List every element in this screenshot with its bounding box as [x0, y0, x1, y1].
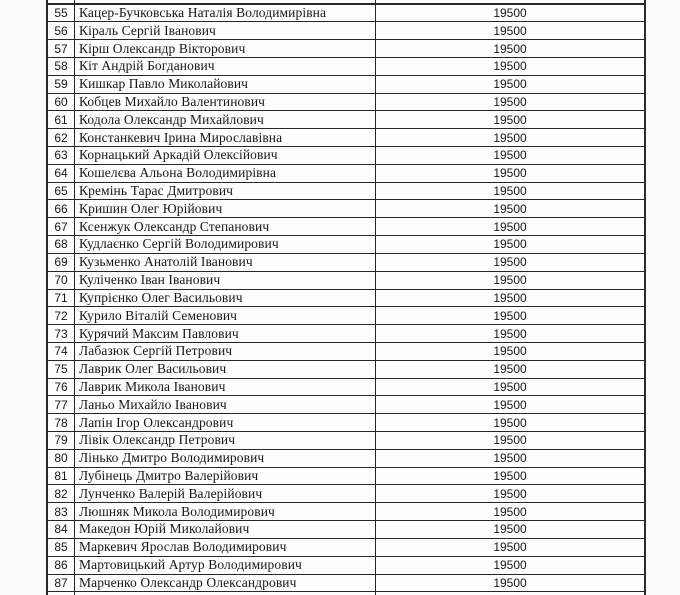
name-cell: Куліченко Іван Іванович	[75, 272, 376, 289]
table-row	[48, 325, 644, 343]
table-bottom-edge	[48, 592, 644, 595]
amount-cell: 19500	[493, 344, 527, 359]
name-cell: Лабазюк Сергій Петрович	[75, 343, 376, 360]
row-number-cell: 84	[48, 521, 75, 538]
salary-table	[46, 0, 646, 595]
table-row	[48, 575, 644, 593]
table-row	[48, 236, 644, 254]
name-cell: Ланьо Михайло Іванович	[75, 396, 376, 413]
name-cell: Ксенжук Олександр Степанович	[75, 218, 376, 235]
row-number-cell: 78	[48, 414, 75, 431]
row-number-cell: 77	[48, 396, 75, 413]
row-number-cell: 65	[48, 183, 75, 200]
name-cell: Констанкевич Ірина Мирославівна	[75, 129, 376, 146]
amount-cell: 19500	[493, 59, 527, 74]
name-cell: Кобцев Михайло Валентинович	[75, 94, 376, 111]
name-cell: Кодола Олександр Михайлович	[75, 111, 376, 128]
amount-cell: 19500	[493, 415, 527, 430]
row-number-cell: 64	[48, 165, 75, 182]
amount-cell: 19500	[493, 504, 527, 519]
amount-cell: 19500	[493, 362, 527, 377]
edge-cell	[48, 592, 75, 595]
amount-cell: 19500	[493, 23, 527, 38]
table-row	[48, 218, 644, 236]
table-row	[48, 58, 644, 76]
name-cell: Корнацький Аркадій Олексійович	[75, 147, 376, 164]
row-number-cell: 82	[48, 485, 75, 502]
table-row	[48, 379, 644, 397]
name-cell: Курячий Максим Павлович	[75, 325, 376, 342]
edge-cell	[376, 0, 644, 3]
table-row	[48, 290, 644, 308]
name-cell: Люшняк Микола Володимирович	[75, 503, 376, 520]
name-cell: Кошелєва Альона Володимирівна	[75, 165, 376, 182]
table-row	[48, 503, 644, 521]
table-row	[48, 307, 644, 325]
name-cell: Купрієнко Олег Васильович	[75, 290, 376, 307]
row-number-cell: 81	[48, 468, 75, 485]
table-row	[48, 22, 644, 40]
row-number-cell: 71	[48, 290, 75, 307]
row-number-cell: 79	[48, 432, 75, 449]
name-cell: Кришин Олег Юрійович	[75, 200, 376, 217]
amount-cell: 19500	[493, 237, 527, 252]
table-row	[48, 165, 644, 183]
amount-cell: 19500	[493, 451, 527, 466]
table-row	[48, 272, 644, 290]
row-number-cell: 69	[48, 254, 75, 271]
table-row	[48, 343, 644, 361]
amount-cell: 19500	[493, 273, 527, 288]
row-number-cell: 63	[48, 147, 75, 164]
table-row	[48, 361, 644, 379]
row-number-cell: 68	[48, 236, 75, 253]
name-cell: Курило Віталій Семенович	[75, 307, 376, 324]
edge-cell	[376, 592, 644, 595]
row-number-cell: 57	[48, 40, 75, 57]
row-number-cell: 59	[48, 76, 75, 93]
amount-cell: 19500	[493, 290, 527, 305]
row-number-cell: 76	[48, 379, 75, 396]
name-cell: Мартовицький Артур Володимирович	[75, 557, 376, 574]
row-number-cell: 62	[48, 129, 75, 146]
amount-cell: 19500	[493, 112, 527, 127]
table-row	[48, 111, 644, 129]
row-number-cell: 60	[48, 94, 75, 111]
amount-cell: 19500	[493, 379, 527, 394]
table-row	[48, 40, 644, 58]
edge-cell	[75, 0, 376, 3]
name-cell: Лапін Ігор Олександрович	[75, 414, 376, 431]
table-row	[48, 450, 644, 468]
name-cell: Лунченко Валерій Валерійович	[75, 485, 376, 502]
row-number-cell: 66	[48, 200, 75, 217]
row-number-cell: 80	[48, 450, 75, 467]
row-number-cell: 56	[48, 22, 75, 39]
amount-cell: 19500	[493, 219, 527, 234]
amount-cell: 19500	[493, 130, 527, 145]
table-row	[48, 485, 644, 503]
name-cell: Кузьменко Анатолій Іванович	[75, 254, 376, 271]
table-row	[48, 521, 644, 539]
row-number-cell: 74	[48, 343, 75, 360]
row-number-cell: 61	[48, 111, 75, 128]
table-row	[48, 94, 644, 112]
amount-cell: 19500	[493, 326, 527, 341]
row-number-cell: 58	[48, 58, 75, 75]
name-cell: Македон Юрій Миколайович	[75, 521, 376, 538]
amount-cell: 19500	[493, 308, 527, 323]
row-number-cell: 75	[48, 361, 75, 378]
row-number-cell: 70	[48, 272, 75, 289]
name-cell: Маркевич Ярослав Володимирович	[75, 539, 376, 556]
table-row	[48, 129, 644, 147]
amount-cell: 19500	[493, 469, 527, 484]
table-row	[48, 254, 644, 272]
table-row	[48, 147, 644, 165]
name-cell: Лінько Дмитро Володимирович	[75, 450, 376, 467]
amount-cell: 19500	[493, 255, 527, 270]
amount-cell: 19500	[493, 148, 527, 163]
name-cell: Кіраль Сергій Іванович	[75, 22, 376, 39]
row-number-cell: 85	[48, 539, 75, 556]
row-number-cell: 83	[48, 503, 75, 520]
name-cell: Кремінь Тарас Дмитрович	[75, 183, 376, 200]
name-cell: Кудлаєнко Сергій Володимирович	[75, 236, 376, 253]
name-cell: Лівік Олександр Петрович	[75, 432, 376, 449]
row-number-cell: 72	[48, 307, 75, 324]
amount-cell: 19500	[493, 397, 527, 412]
name-cell: Лубінець Дмитро Валерійович	[75, 468, 376, 485]
name-cell: Лаврик Микола Іванович	[75, 379, 376, 396]
amount-cell: 19500	[493, 522, 527, 537]
table-row	[48, 468, 644, 486]
amount-cell: 19500	[493, 94, 527, 109]
name-cell: Кацер-Бучковська Наталія Володимирівна	[75, 5, 376, 22]
amount-cell: 19500	[493, 184, 527, 199]
name-cell: Кірш Олександр Вікторович	[75, 40, 376, 57]
amount-cell: 19500	[493, 433, 527, 448]
table-row	[48, 183, 644, 201]
amount-cell: 19500	[493, 5, 527, 20]
edge-cell	[48, 0, 75, 3]
table-row	[48, 5, 644, 23]
row-number-cell: 87	[48, 575, 75, 592]
amount-cell: 19500	[493, 575, 527, 590]
table-row	[48, 557, 644, 575]
amount-cell: 19500	[493, 166, 527, 181]
row-number-cell: 55	[48, 5, 75, 22]
amount-cell: 19500	[493, 540, 527, 555]
amount-cell: 19500	[493, 201, 527, 216]
table-row	[48, 200, 644, 218]
amount-cell: 19500	[493, 486, 527, 501]
table-row	[48, 539, 644, 557]
amount-cell: 19500	[493, 558, 527, 573]
edge-cell	[75, 592, 376, 595]
name-cell: Лаврик Олег Васильович	[75, 361, 376, 378]
table-row	[48, 432, 644, 450]
amount-cell: 19500	[493, 77, 527, 92]
row-number-cell: 86	[48, 557, 75, 574]
row-number-cell: 73	[48, 325, 75, 342]
table-row	[48, 414, 644, 432]
name-cell: Кіт Андрій Богданович	[75, 58, 376, 75]
name-cell: Марченко Олександр Олександрович	[75, 575, 376, 592]
row-number-cell: 67	[48, 218, 75, 235]
name-cell: Кишкар Павло Миколайович	[75, 76, 376, 93]
amount-cell: 19500	[493, 41, 527, 56]
table-row	[48, 396, 644, 414]
table-row	[48, 76, 644, 94]
